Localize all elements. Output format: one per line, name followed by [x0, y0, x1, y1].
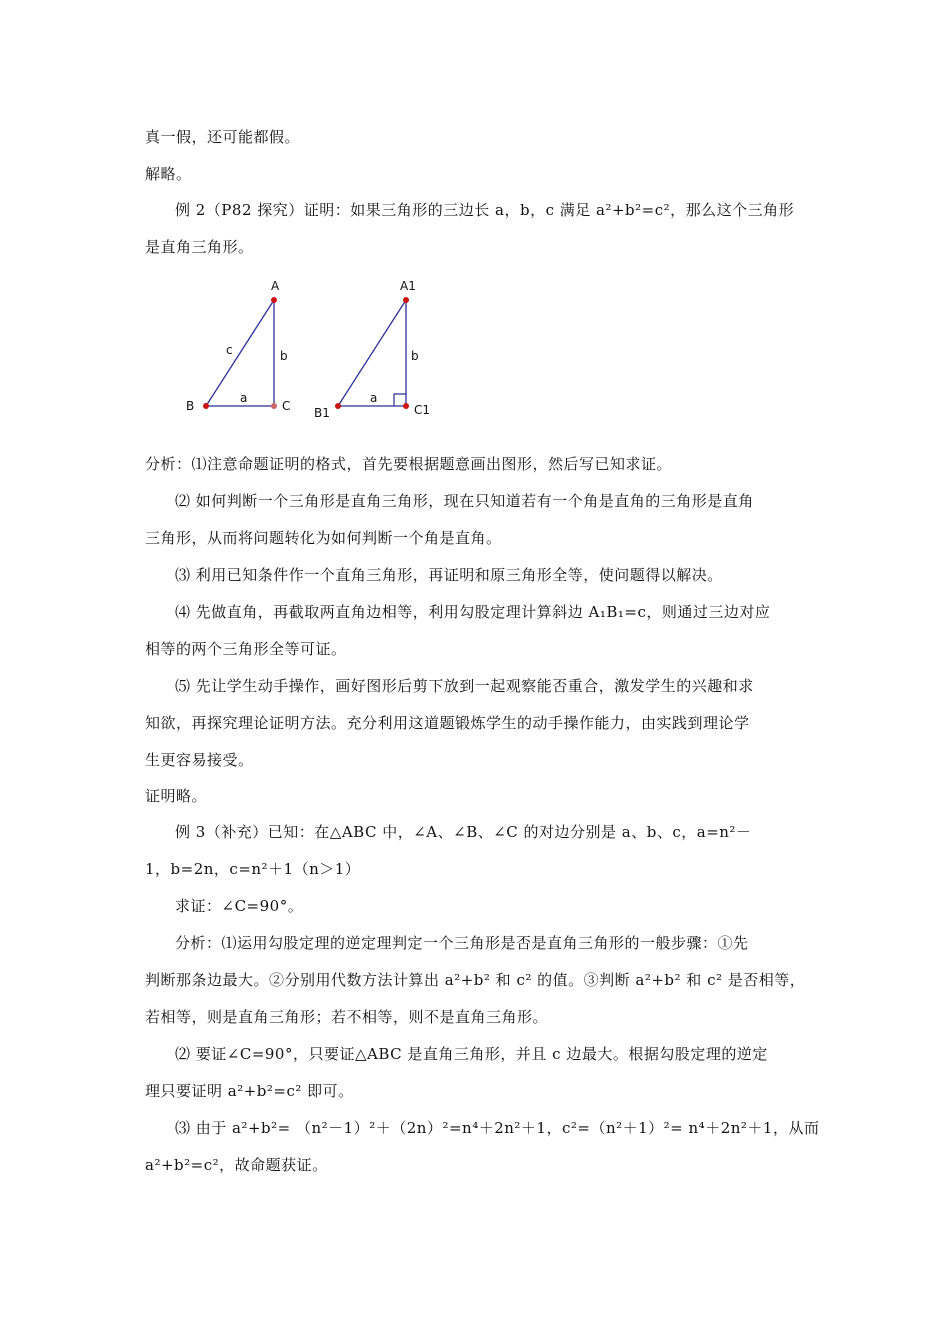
- label-a: a: [370, 391, 378, 405]
- text-line: 证明略。: [145, 787, 208, 805]
- text-line: 是直角三角形。: [145, 238, 254, 256]
- text-line: 分析：⑴注意命题证明的格式，首先要根据题意画出图形，然后写已知求证。: [145, 455, 673, 473]
- label-A1: A1: [400, 279, 416, 293]
- formula: a²+b²=c²: [596, 201, 671, 219]
- text-line: 解略。: [145, 165, 192, 183]
- text-line: 求证：∠C=90°。: [175, 897, 304, 915]
- text-line: 真一假，还可能都假。: [145, 128, 301, 146]
- label-c: c: [226, 343, 233, 357]
- triangle-figure: [170, 272, 450, 422]
- point-a: [271, 297, 277, 303]
- triangle-abc: [186, 279, 290, 413]
- text-line: ⑶ 利用已知条件作一个直角三角形，再证明和原三角形全等，使问题得以解决。: [175, 566, 723, 584]
- label-A: A: [271, 279, 280, 293]
- point-b: [203, 403, 209, 409]
- text-line: ⑶ 由于 a²+b²= （n²－1）²＋（2n）²=n⁴＋2n²＋1，c²=（n²＋1）²= n⁴＋2n²＋1，从而: [175, 1119, 820, 1137]
- label-C1: C1: [414, 403, 431, 417]
- text-line: 分析：⑴运用勾股定理的逆定理判定一个三角形是否是直角三角形的一般步骤：①先: [175, 934, 749, 952]
- label-B1: B1: [314, 406, 330, 420]
- label-C: C: [282, 399, 291, 413]
- label-b: b: [280, 349, 288, 363]
- text-line: 知欲，再探究理论证明方法。充分利用这道题锻炼学生的动手操作能力，由实践到理论学: [145, 714, 750, 732]
- text-line: ⑵ 要证∠C=90°，只要证△ABC 是直角三角形，并且 c 边最大。根据勾股定理的逆定: [175, 1045, 768, 1063]
- point-b1: [335, 403, 341, 409]
- example-3-line: 例 3（补充）已知：在△ABC 中，∠A、∠B、∠C 的对边分别是 a、b、c，a=n²－: [175, 823, 752, 841]
- label-b: b: [411, 349, 419, 363]
- text-line: ⑸ 先让学生动手操作，画好图形后剪下放到一起观察能否重合，激发学生的兴趣和求: [175, 677, 754, 695]
- label-B: B: [186, 399, 195, 413]
- label-a: a: [240, 391, 248, 405]
- text-line: 若相等，则是直角三角形；若不相等，则不是直角三角形。: [145, 1008, 549, 1026]
- text-line: 三角形，从而将问题转化为如何判断一个角是直角。: [145, 529, 502, 547]
- point-c1: [403, 403, 409, 409]
- triangle-a1b1c1: [314, 279, 430, 420]
- text-line: a²+b²=c²，故命题获证。: [145, 1156, 328, 1174]
- point-c: [271, 403, 277, 409]
- text-line: 理只要证明 a²+b²=c² 即可。: [145, 1082, 354, 1100]
- text-line: 生更容易接受。: [145, 751, 254, 769]
- text-line: 相等的两个三角形全等可证。: [145, 640, 347, 658]
- example-2-line: 例 2（P82 探究）证明：如果三角形的三边长 a，b，c 满足 a²+b²=c²，那么这个三角形: [175, 201, 795, 219]
- point-a1: [403, 297, 409, 303]
- text-line: ⑷ 先做直角，再截取两直角边相等，利用勾股定理计算斜边 A₁B₁=c，则通过三边对应: [175, 603, 771, 621]
- formula: A₁B₁=c: [588, 603, 647, 621]
- text-line: ⑵ 如何判断一个三角形是直角三角形，现在只知道若有一个角是直角的三角形是直角: [175, 492, 754, 510]
- text-line: 判断那条边最大。②分别用代数方法计算出 a²+b² 和 c² 的值。③判断 a²+b² 和 c² 是否相等，: [145, 971, 806, 989]
- text-line: 1，b=2n，c=n²＋1（n＞1）: [145, 860, 361, 878]
